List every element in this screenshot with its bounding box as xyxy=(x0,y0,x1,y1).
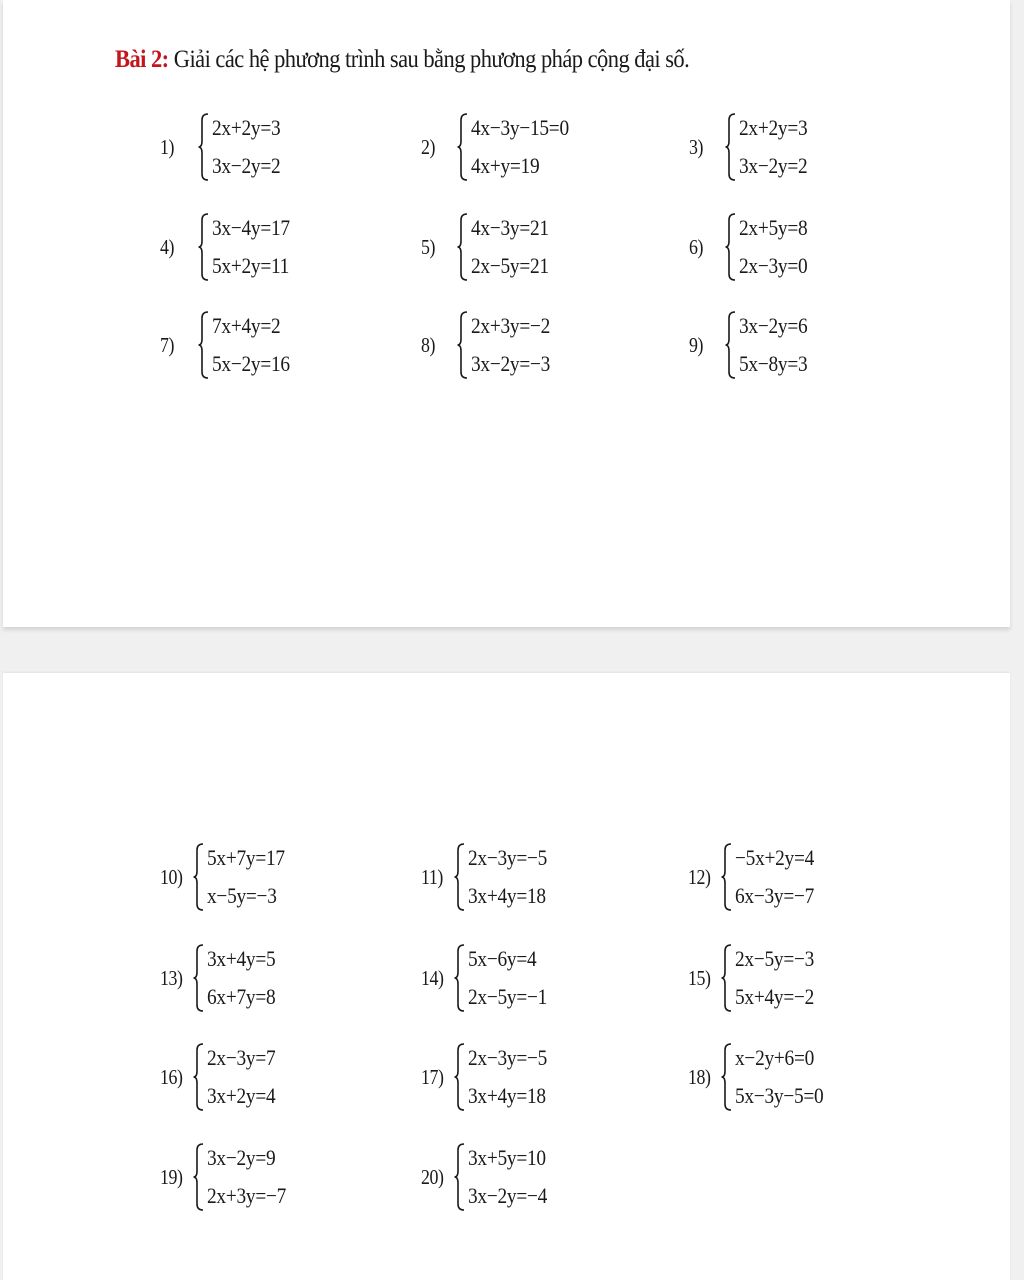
equation-1: 3x+4y=5 xyxy=(207,946,276,971)
left-brace-icon xyxy=(454,1142,466,1212)
problem-number: 20) xyxy=(421,1164,444,1189)
equation-1: 3x−2y=6 xyxy=(739,313,808,338)
problem-1 xyxy=(160,109,290,185)
equation-1: 2x+3y=−2 xyxy=(471,313,551,338)
left-brace-icon xyxy=(454,943,466,1013)
equation-2: 3x+4y=18 xyxy=(468,883,546,908)
problem-13 xyxy=(160,940,285,1016)
left-brace-icon xyxy=(198,212,210,282)
left-brace-icon xyxy=(198,310,210,380)
left-brace-icon xyxy=(193,1142,205,1212)
problem-number: 8) xyxy=(421,332,436,357)
problem-number: 9) xyxy=(689,332,704,357)
problem-number: 7) xyxy=(160,332,175,357)
problem-7 xyxy=(160,307,300,383)
problem-3 xyxy=(689,109,817,185)
problem-number: 17) xyxy=(421,1064,444,1089)
equation-1: 2x−3y=−5 xyxy=(468,845,548,870)
equation-1: 2x+2y=3 xyxy=(739,115,808,140)
equation-2: 3x−2y=−3 xyxy=(471,351,551,376)
left-brace-icon xyxy=(193,842,205,912)
equation-2: 2x−5y=−1 xyxy=(468,984,548,1009)
exercise-heading xyxy=(115,46,689,74)
left-brace-icon xyxy=(193,943,205,1013)
equation-1: 2x−3y=−5 xyxy=(468,1045,548,1070)
problem-number: 11) xyxy=(421,864,443,889)
equation-2: 2x+3y=−7 xyxy=(207,1183,287,1208)
left-brace-icon xyxy=(457,310,469,380)
equation-2: 5x−3y−5=0 xyxy=(735,1083,824,1108)
page-2 xyxy=(3,673,1010,1280)
problem-number: 15) xyxy=(688,965,711,990)
equation-1: x−2y+6=0 xyxy=(735,1045,815,1070)
problem-15 xyxy=(688,940,825,1016)
left-brace-icon xyxy=(721,1042,733,1112)
problem-16 xyxy=(160,1039,285,1115)
problem-number: 12) xyxy=(688,864,711,889)
problem-6 xyxy=(689,209,817,285)
problem-number: 10) xyxy=(160,864,183,889)
problem-4 xyxy=(160,209,300,285)
problem-number: 18) xyxy=(688,1064,711,1089)
problem-number: 13) xyxy=(160,965,183,990)
problem-5 xyxy=(421,209,559,285)
left-brace-icon xyxy=(725,112,737,182)
equation-2: 2x−5y=21 xyxy=(471,253,549,278)
left-brace-icon xyxy=(454,842,466,912)
problem-number: 5) xyxy=(421,234,436,259)
problem-number: 2) xyxy=(421,134,436,159)
left-brace-icon xyxy=(457,212,469,282)
equation-2: 3x−2y=−4 xyxy=(468,1183,548,1208)
equation-1: 3x−4y=17 xyxy=(212,215,290,240)
equation-1: 7x+4y=2 xyxy=(212,313,281,338)
equation-2: 4x+y=19 xyxy=(471,153,540,178)
equation-2: 3x−2y=2 xyxy=(739,153,808,178)
problem-number: 16) xyxy=(160,1064,183,1089)
problem-number: 19) xyxy=(160,1164,183,1189)
equation-2: x−5y=−3 xyxy=(207,883,277,908)
problem-9 xyxy=(689,307,817,383)
problem-number: 1) xyxy=(160,134,175,159)
exercise-label: Bài 2: xyxy=(115,46,169,73)
left-brace-icon xyxy=(721,943,733,1013)
problem-8 xyxy=(421,307,561,383)
problem-14 xyxy=(421,940,558,1016)
equation-2: 5x−8y=3 xyxy=(739,351,808,376)
left-brace-icon xyxy=(725,212,737,282)
problem-number: 6) xyxy=(689,234,704,259)
problem-18 xyxy=(688,1039,836,1115)
equation-2: 3x−2y=2 xyxy=(212,153,281,178)
problem-10 xyxy=(160,839,295,915)
equation-2: 5x−2y=16 xyxy=(212,351,290,376)
left-brace-icon xyxy=(457,112,469,182)
left-brace-icon xyxy=(721,842,733,912)
problem-11 xyxy=(421,839,558,915)
equation-1: −5x+2y=4 xyxy=(735,845,815,870)
equation-1: 3x+5y=10 xyxy=(468,1145,546,1170)
equation-1: 2x−3y=7 xyxy=(207,1045,276,1070)
problem-19 xyxy=(160,1139,297,1215)
equation-2: 6x+7y=8 xyxy=(207,984,276,1009)
equation-2: 2x−3y=0 xyxy=(739,253,808,278)
equation-1: 2x+2y=3 xyxy=(212,115,281,140)
equation-2: 5x+4y=−2 xyxy=(735,984,815,1009)
left-brace-icon xyxy=(198,112,210,182)
equation-1: 2x+5y=8 xyxy=(739,215,808,240)
left-brace-icon xyxy=(725,310,737,380)
left-brace-icon xyxy=(454,1042,466,1112)
equation-2: 5x+2y=11 xyxy=(212,253,290,278)
equation-2: 3x+4y=18 xyxy=(468,1083,546,1108)
problem-12 xyxy=(688,839,825,915)
equation-1: 2x−5y=−3 xyxy=(735,946,815,971)
exercise-instruction: Giải các hệ phương trình sau bằng phương pháp cộng đại số. xyxy=(168,46,690,73)
problem-20 xyxy=(421,1139,558,1215)
problem-2 xyxy=(421,109,582,185)
problem-number: 3) xyxy=(689,134,704,159)
problem-number: 14) xyxy=(421,965,444,990)
equation-1: 4x−3y−15=0 xyxy=(471,115,569,140)
equation-1: 5x−6y=4 xyxy=(468,946,537,971)
equation-1: 3x−2y=9 xyxy=(207,1145,276,1170)
left-brace-icon xyxy=(193,1042,205,1112)
page-1 xyxy=(3,0,1010,627)
equation-2: 3x+2y=4 xyxy=(207,1083,276,1108)
equation-1: 5x+7y=17 xyxy=(207,845,285,870)
equation-1: 4x−3y=21 xyxy=(471,215,549,240)
problem-number: 4) xyxy=(160,234,175,259)
equation-2: 6x−3y=−7 xyxy=(735,883,815,908)
problem-17 xyxy=(421,1039,558,1115)
